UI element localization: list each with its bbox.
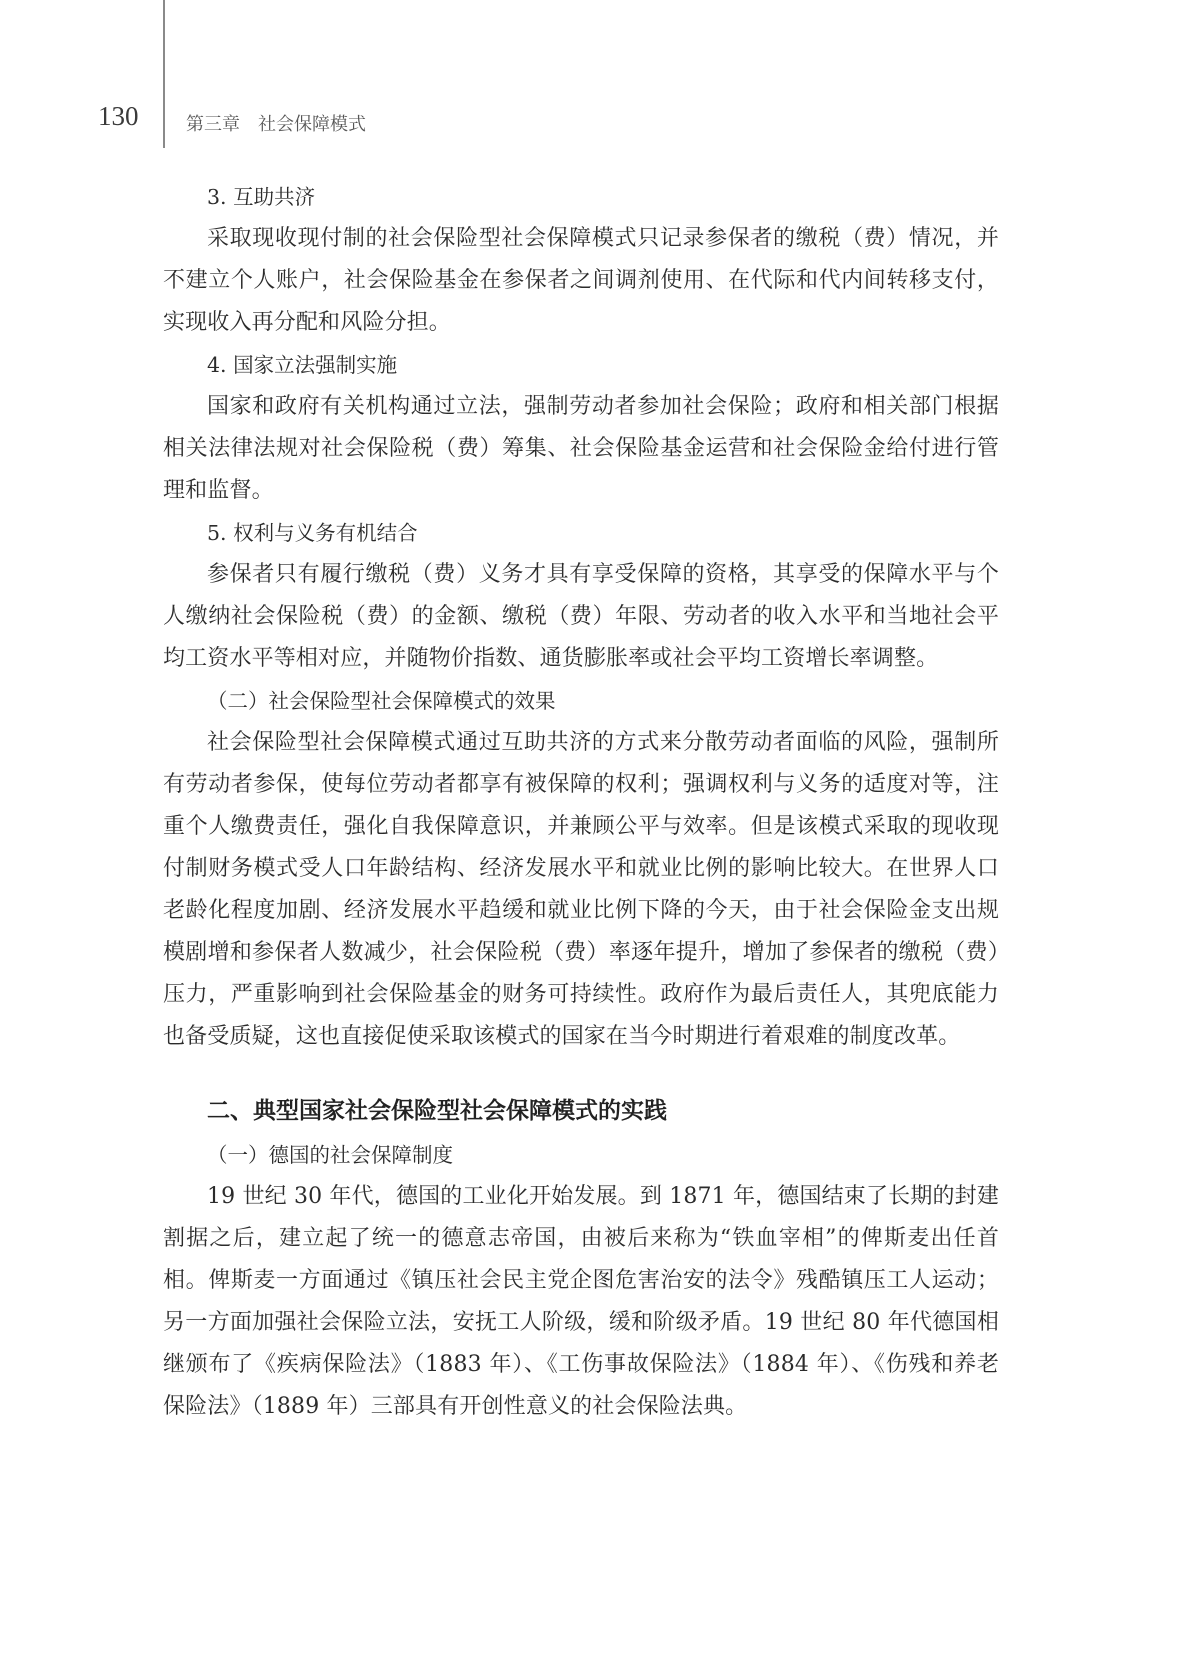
subheading-legislation: 4. 国家立法强制实施: [207, 353, 398, 377]
page-body: [163, 176, 999, 1428]
section-heading-practice: 二、典型国家社会保险型社会保障模式的实践: [207, 1098, 667, 1124]
page-number: 130: [98, 101, 139, 131]
header-rule: [163, 0, 165, 148]
subheading-germany: （一）德国的社会保障制度: [207, 1143, 453, 1167]
paragraph: 采取现收现付制的社会保险型社会保障模式只记录参保者的缴税（费）情况，并不建立个人账户，社会保险基金在参保者之间调剂使用、在代际和代内间转移支付，实现收入再分配和风险分担。: [163, 226, 999, 335]
paragraph: 19 世纪 30 年代，德国的工业化开始发展。到 1871 年，德国结束了长期的封建割据之后，建立起了统一的德意志帝国，由被后来称为“铁血宰相”的俾斯麦出任首相。俾斯麦一方面通过《镇压社会民主党企图危害治安的法令》残酷镇压工人运动；另一方面加强社会保险立法，安抚工人阶级，缓和阶级矛盾。19 世纪 80 年代德国相继颁布了《疾病保险法》（1883 年）、《工伤事故保险法》（1884 年）、《伤残和养老保险法》（1889 年）三部具有开创性意义的社会保险法典。: [163, 1184, 999, 1419]
subheading-effects: （二）社会保险型社会保障模式的效果: [207, 689, 556, 713]
paragraph: 国家和政府有关机构通过立法，强制劳动者参加社会保险；政府和相关部门根据相关法律法规对社会保险税（费）筹集、社会保险基金运营和社会保险金给付进行管理和监督。: [163, 394, 999, 503]
subheading-mutual-aid: 3. 互助共济: [207, 185, 316, 209]
running-header: 第三章 社会保障模式: [186, 114, 366, 135]
paragraph: 社会保险型社会保障模式通过互助共济的方式来分散劳动者面临的风险，强制所有劳动者参保，使每位劳动者都享有被保障的权利；强调权利与义务的适度对等，注重个人缴费责任，强化自我保障意识，并兼顾公平与效率。但是该模式采取的现收现付制财务模式受人口年龄结构、经济发展水平和就业比例的影响比较大。在世界人口老龄化程度加剧、经济发展水平趋缓和就业比例下降的今天，由于社会保险金支出规模剧增和参保者人数减少，社会保险税（费）率逐年提升，增加了参保者的缴税（费）压力，严重影响到社会保险基金的财务可持续性。政府作为最后责任人，其兜底能力也备受质疑，这也直接促使采取该模式的国家在当今时期进行着艰难的制度改革。: [163, 730, 999, 1049]
subheading-rights-duties: 5. 权利与义务有机结合: [207, 521, 418, 545]
paragraph: 参保者只有履行缴税（费）义务才具有享受保障的资格，其享受的保障水平与个人缴纳社会保险税（费）的金额、缴税（费）年限、劳动者的收入水平和当地社会平均工资水平等相对应，并随物价指数、通货膨胀率或社会平均工资增长率调整。: [163, 562, 999, 671]
